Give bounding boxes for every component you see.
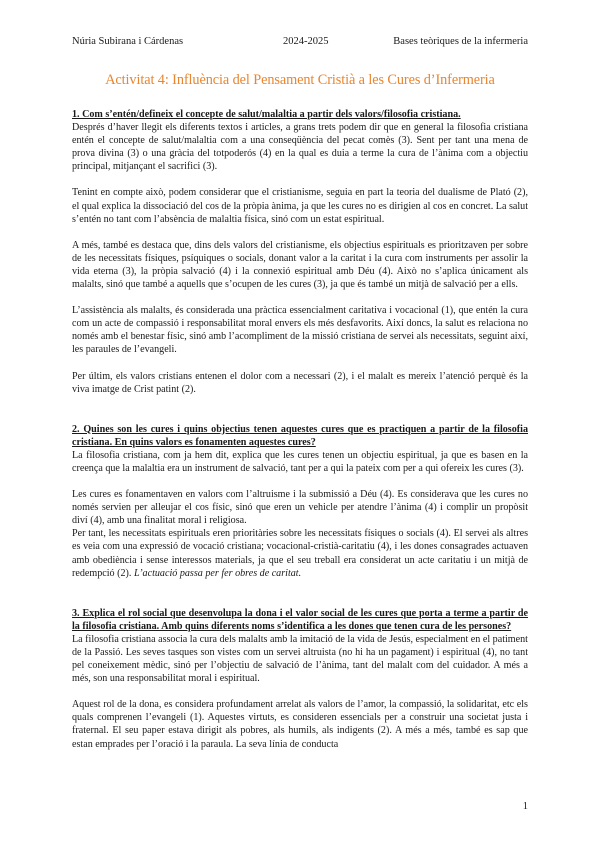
answer-2-italic-remark: L’actuació passa per fer obres de caritat. <box>133 567 302 579</box>
header-author: Núria Subirana i Cárdenas <box>72 36 184 47</box>
answer-3-paragraph-1: La filosofia cristiana associa la cura dels malalts amb la imitació de la vida de Jesús, especialment en el patiment de la Passió. Les seves tasques son vistes com un servei altruista (no hi ha un pagament) i espiritual (4), no tant pel coneixement mèdic, sinó per l’objectiu de salvació de l’ànima, tant del malalt com del cuidador. A més a més, son una responsabilitat moral i espiritual. <box>72 633 528 685</box>
answer-1-paragraph-3: A més, també es destaca que, dins dels valors del cristianisme, els objectius espirituals es prioritzaven per sobre de les necessitats físiques, psíquiques o socials, donant valor a la caritat i la cura com instruments per assolir la vida eterna (3), la pròpia salvació (4) i la connexió espiritual amb Déu (4). Això no s’aplica únicament als malalts, sinó que també a aquells que s’ocupen de les cures (3), ja que és també un mitjà de salvació per a ells. <box>72 239 528 291</box>
answer-1-paragraph-2: Tenint en compte això, podem considerar que el cristianisme, seguia en part la teoria del dualisme de Plató (2), el qual explica la dissociació del cos de la pròpia ànima, ja que les cures no es dirigien al cos en concret. La salut s’entén no tant com l’absència de malaltia física, sinó com un estat espiritual. <box>72 187 529 225</box>
answer-1-paragraph-4: L’assistència als malalts, és considerada una pràctica essencialment caritativa i vocacional (1), que entén la cura com un acte de compassió i responsabilitat moral envers els més desfavorits. Així doncs, la salut es relaciona no només amb el benestar físic, sinó amb l’acompliment de la missió cristiana de servei als necessitats, seguint així, les paraules de l’evangeli. <box>72 305 528 356</box>
answer-3-paragraph-2: Aquest rol de la dona, es considera profundament arrelat als valors de l’amor, la compassió, la solidaritat, etc els quals comprenen l’evangeli (1). Aquestes virtuts, es consideren essencials per a construir una societat justa i fraternal. El seu paper estava dirigit als pobres, als humils, als indigents (2). A més a més, també es sap que estan emprades per l’oració i la paraula. La seva línia de conducta <box>72 699 528 750</box>
answer-2-paragraph-2: Les cures es fonamentaven en valors com l’altruisme i la submissió a Déu (4). Es considerava que les cures no només servien per alleujar el cos físic, sinó que eren un vehicle per atendre l’ànima (4) i complir un propòsit diví (4), amb una finalitat moral i religiosa. <box>72 489 528 527</box>
question-2: 2. Quines son les cures i quins objectius tenen aquestes cures que es practiquen a partir de la filosofia cristiana. En quins valors es fonamenten aquestes cures? <box>72 423 528 448</box>
header-course: Bases teòriques de la infermeria <box>393 36 528 47</box>
answer-2-paragraph-1: La filosofia cristiana, com ja hem dit, explica que les cures tenen un objectiu espiritual, ja que es basen en la creença que la malaltia era un instrument de salvació, tant per a qui la pateix com per a qui ofereix les cures (3). <box>72 449 528 474</box>
answer-2-paragraph-3 <box>72 527 528 579</box>
answer-2-paragraph-3-text: Per tant, les necessitats espirituals eren prioritàries sobre les necessitats físiques o socials (4). El servei als altres es veia com una expressió de vocació cristiana; vocacional-cristià-caritatiu (4), i les dones consagrades actuaven amb obediència i sense interessos materials, ja que el seu treball era considerat un acte caritatiu i un mitjà de redempció (2). <box>72 528 528 579</box>
answer-1-paragraph-5: Per últim, els valors cristians entenen el dolor com a necessari (2), i el malalt es mereix l’atenció perquè és la viva imatge de Crist patint (2). <box>72 370 528 395</box>
question-1: 1. Com s’entén/defineix el concepte de salut/malaltia a partir dels valors/filosofia cristiana. <box>72 109 461 120</box>
page-header <box>72 36 528 50</box>
document-body <box>72 108 528 751</box>
page-number: 1 <box>522 801 528 812</box>
question-3: 3. Explica el rol social que desenvolupa la dona i el valor social de les cures que porta a terme a partir de la filosofia cristiana. Amb quins diferents noms s’identifica a les dones que tenen cura de les persones? <box>72 607 528 632</box>
header-year: 2024-2025 <box>283 36 329 47</box>
document-title: Activitat 4: Influència del Pensament Cristià a les Cures d’Infermeria <box>105 72 495 88</box>
answer-1-paragraph-1: Després d’haver llegit els diferents textos i articles, a grans trets podem dir que en general la filosofia cristiana entén el concepte de salut/malaltia com a una conseqüència del pecat comès (3). Sent per tant una mena de prova divina (3) o una gràcia del totpoderós (4) en la qual es duia a terme la cura de l’ànima com a objectiu principal, mitjançant el sacrifici (3). <box>72 122 528 173</box>
